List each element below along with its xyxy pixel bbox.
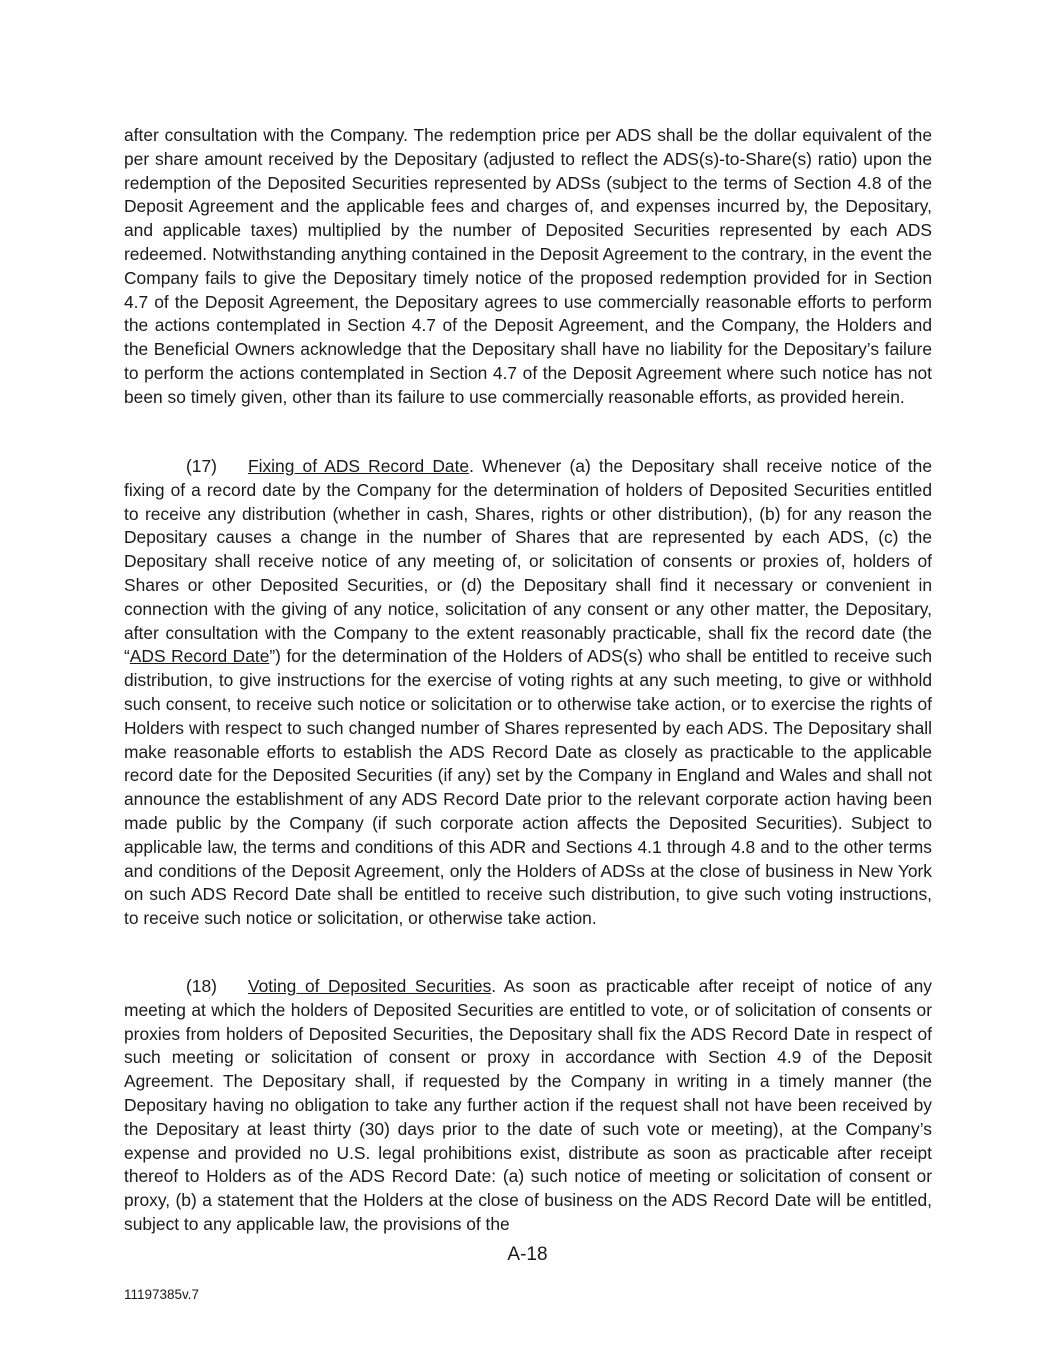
continuation-paragraph bbox=[124, 124, 932, 410]
section-18-number: (18) bbox=[186, 976, 217, 996]
defined-term-ads-record-date: ADS Record Date bbox=[129, 646, 270, 667]
page-number: A-18 bbox=[507, 1244, 548, 1265]
section-17-paragraph bbox=[124, 455, 932, 931]
section-18-paragraph bbox=[124, 975, 932, 1237]
section-18-heading: Voting of Deposited Securities bbox=[248, 976, 492, 996]
section-18-text: . As soon as practicable after receipt of notice of any meeting at which the holders of Deposited Securities are entitled to vote, or of solicitation of consents or proxies from holders of Deposited Securities, the Depositary shall fix the ADS Record Date in respect of such meeting or solicitation of consent or proxy in accordance with Section 4.9 of the Deposit Agreement. The Depositary shall, if requested by the Company in writing in a timely manner (the Depositary having no obligation to take any further action if the request shall not have been received by the Depositary at least thirty (30) days prior to the date of such vote or meeting), at the Company’s expense and provided no U.S. legal prohibitions exist, distribute as soon as practicable after receipt thereof to Holders as of the ADS Record Date: (a) such notice of meeting or solicitation of consent or proxy, (b) a statement that the Holders at the close of business on the ADS Record Date will be entitled, subject to any applicable law, the provisions of the bbox=[124, 976, 933, 1234]
section-17-heading: Fixing of ADS Record Date bbox=[248, 456, 470, 476]
document-id: 11197385v.7 bbox=[124, 1287, 200, 1302]
continuation-text: after consultation with the Company. The redemption price per ADS shall be the dollar equivalent of the per share amount received by the Depositary (adjusted to reflect the ADS(s)-to-Share(s) ratio) upon the redemption of the Deposited Securities represented by ADSs (subject to the terms of Section 4.8 of the Deposit Agreement and the applicable fees and charges of, and expenses incurred by, the Depositary, and applicable taxes) multiplied by the number of Deposited Securities represented by each ADS redeemed. Notwithstanding anything contained in the Deposit Agreement to the contrary, in the event the Company fails to give the Depositary timely notice of the proposed redemption provided for in Section 4.7 of the Deposit Agreement, the Depositary agrees to use commercially reasonable efforts to perform the actions contemplated in Section 4.7 of the Deposit Agreement, and the Company, the Holders and the Beneficial Owners acknowledge that the Depositary shall have no liability for the Depositary’s failure to perform the actions contemplated in Section 4.7 of the Deposit Agreement where such notice has not been so timely given, other than its failure to use commercially reasonable efforts, as provided herein. bbox=[124, 125, 932, 407]
section-17-text-before-term: . Whenever (a) the Depositary shall receive notice of the fixing of a record date by the Company for the determination of holders of Deposited Securities entitled to receive any distribution (whether in cash, Shares, rights or other distribution), (b) for any reason the Depositary causes a change in the number of Shares that are represented by each ADS, (c) the Depositary shall receive notice of any meeting of, or solicitation of consents or proxies of, holders of Shares or other Deposited Securities, or (d) the Depositary shall find it necessary or convenient in connection with the giving of any notice, solicitation of any consent or any other matter, the Depositary, after consultation with the Company to the extent reasonably practicable, shall fix the record date (the “ bbox=[124, 456, 932, 667]
section-17-number: (17) bbox=[186, 456, 217, 476]
section-17-text-after-term: ”) for the determination of the Holders of ADS(s) who shall be entitled to receive such distribution, to give instructions for the exercise of voting rights at any such meeting, to give or withhold such consent, to receive such notice or solicitation or to otherwise take action, or to exercise the rights of Holders with respect to such changed number of Shares represented by each ADS. The Depositary shall make reasonable efforts to establish the ADS Record Date as closely as practicable to the applicable record date for the Deposited Securities (if any) set by the Company in England and Wales and shall not announce the establishment of any ADS Record Date prior to the relevant corporate action having been made public by the Company (if such corporate action affects the Deposited Securities). Subject to applicable law, the terms and conditions of this ADR and Sections 4.1 through 4.8 and to the other terms and conditions of the Deposit Agreement, only the Holders of ADSs at the close of business in New York on such ADS Record Date shall be entitled to receive such distribution, to give such voting instructions, to receive such notice or solicitation, or otherwise take action. bbox=[124, 646, 932, 929]
